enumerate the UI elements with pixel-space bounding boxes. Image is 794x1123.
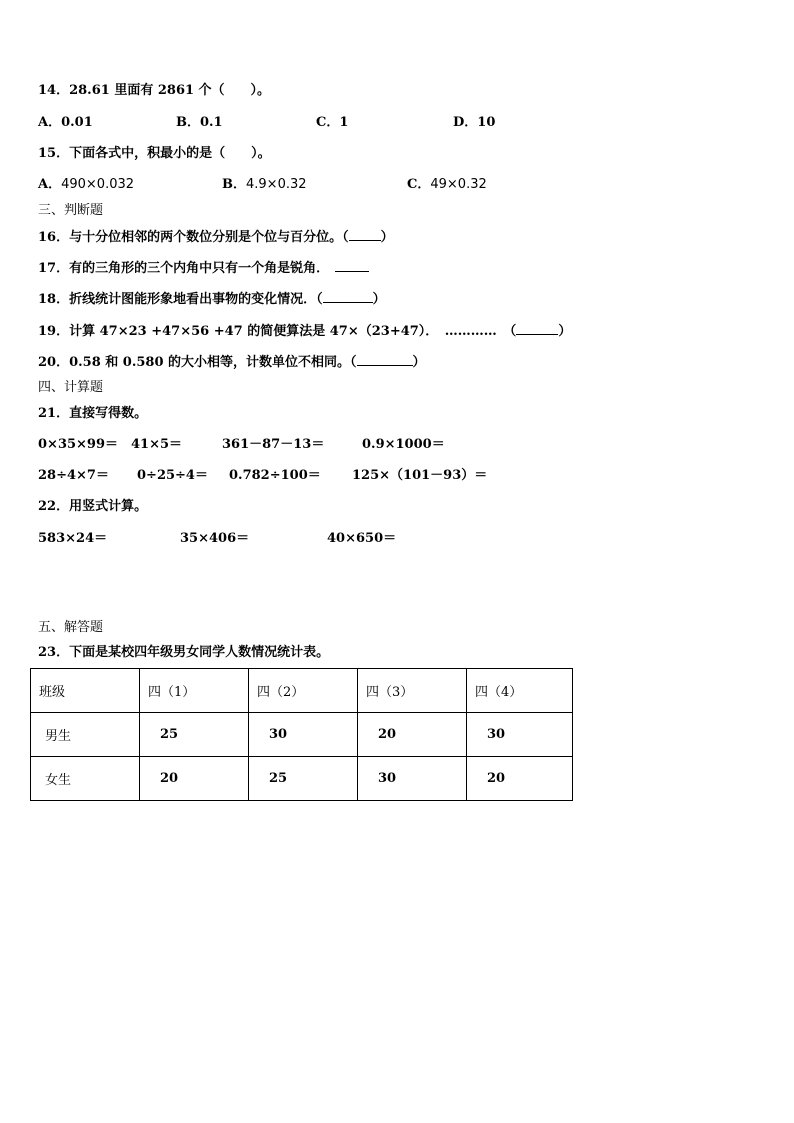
table-row: [31, 713, 573, 757]
q14-option-a: A．0.01: [38, 115, 93, 130]
question-20: 20．0.58 和 0.580 的大小相等，计数单位不相同。（ ）: [38, 355, 426, 370]
q15-option-c: C．49×0.32: [407, 177, 487, 192]
q22-item: 35×406＝: [180, 531, 250, 546]
table-cell: 20: [140, 757, 249, 801]
statistics-table: [30, 668, 573, 801]
table-header-cell: 班级: [31, 669, 140, 713]
question-17: 17．有的三角形的三个内角中只有一个角是锐角．: [38, 260, 369, 277]
q14-option-b: B．0.1: [176, 115, 223, 130]
answer-blank[interactable]: [516, 323, 558, 335]
section-title-answers: 五、解答题: [38, 620, 104, 635]
q22-item: 583×24＝: [38, 531, 108, 546]
table-header-cell: 四（4）: [467, 669, 573, 713]
table-cell: 20: [467, 757, 573, 801]
table-header-row: [31, 669, 573, 713]
table-header-cell: 四（2）: [249, 669, 358, 713]
q21-item: 28÷4×7＝: [38, 468, 109, 483]
q21-item: 0.9×1000＝: [362, 437, 445, 452]
table-cell: 20: [358, 713, 467, 757]
table-cell: 30: [249, 713, 358, 757]
q21-item: 41×5＝: [131, 437, 183, 452]
question-14: 14．28.61 里面有 2861 个（ ）。: [38, 83, 271, 98]
question-16: 16．与十分位相邻的两个数位分别是个位与百分位。（ ）: [38, 230, 394, 245]
question-22: 22．用竖式计算。: [38, 499, 148, 514]
question-23: 23．下面是某校四年级男女同学人数情况统计表。: [38, 645, 330, 660]
q15-option-a: A．490×0.032: [38, 177, 135, 192]
answer-blank[interactable]: [335, 260, 369, 272]
question-21: 21．直接写得数。: [38, 406, 148, 421]
q14-option-c: C．1: [316, 115, 349, 130]
table-cell: 25: [249, 757, 358, 801]
answer-blank[interactable]: [349, 229, 381, 241]
question-18: 18．折线统计图能形象地看出事物的变化情况．（ ）: [38, 292, 386, 307]
table-header-cell: 四（3）: [358, 669, 467, 713]
answer-blank[interactable]: [357, 354, 413, 366]
table-cell: 30: [358, 757, 467, 801]
q22-item: 40×650＝: [327, 531, 397, 546]
question-19: 19．计算 47×23 +47×56 +47 的简便算法是 47×（23+47）． ………… （ ）: [38, 324, 572, 339]
q21-item: 0.782÷100＝: [229, 468, 321, 483]
section-title-judgement: 三、判断题: [38, 203, 104, 218]
answer-blank[interactable]: [323, 291, 373, 303]
table-row-label: 女生: [31, 757, 140, 801]
table-cell: 30: [467, 713, 573, 757]
section-title-calculation: 四、计算题: [38, 380, 104, 395]
q21-item: 0÷25÷4＝: [137, 468, 208, 483]
q21-item: 361－87－13＝: [222, 437, 325, 452]
q14-option-d: D．10: [453, 115, 496, 130]
table-cell: 25: [140, 713, 249, 757]
table-row: [31, 757, 573, 801]
q15-option-b: B．4.9×0.32: [222, 177, 307, 192]
q21-item: 125×（101－93）＝: [352, 468, 488, 483]
table-row-label: 男生: [31, 713, 140, 757]
table-header-cell: 四（1）: [140, 669, 249, 713]
question-15: 15．下面各式中，积最小的是（ ）。: [38, 146, 271, 161]
q21-item: 0×35×99＝: [38, 437, 119, 452]
